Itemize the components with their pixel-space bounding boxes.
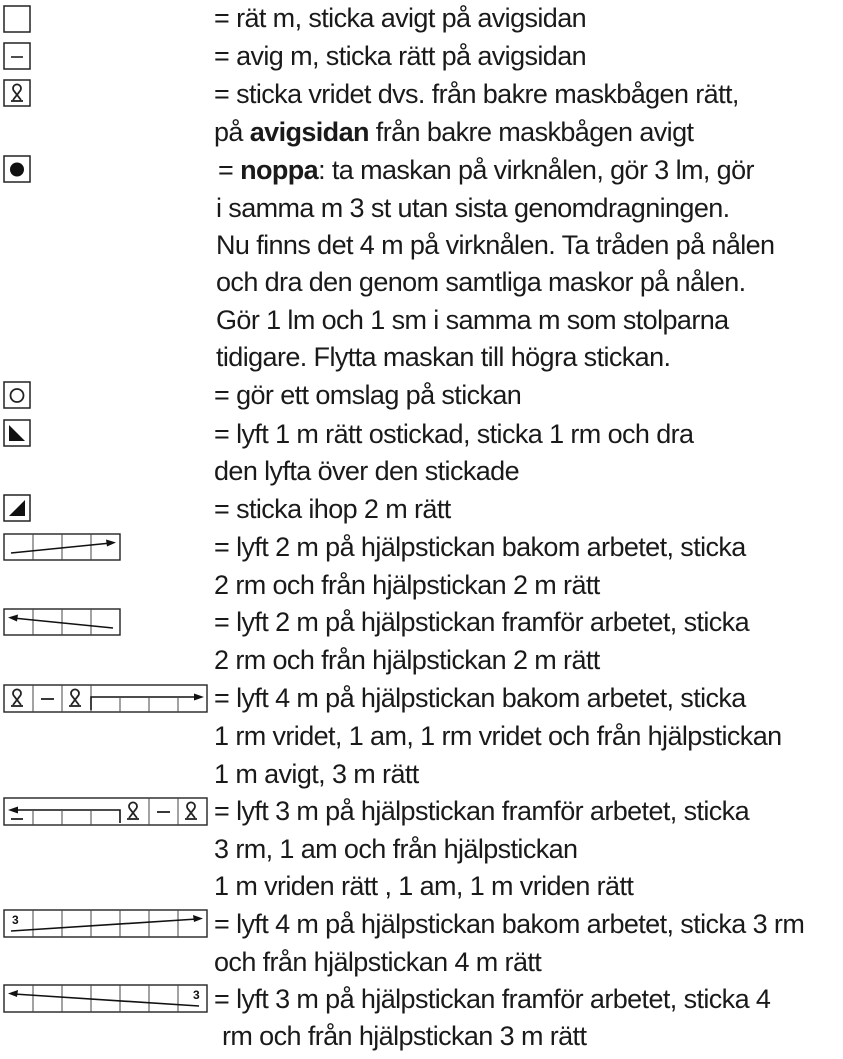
legend-text-c4f-2: 2 rm och från hjälpstickan 2 m rätt (214, 645, 600, 675)
bobble-dot-icon (3, 155, 31, 183)
legend-text-c7bt-3: 1 m avigt, 3 m rätt (214, 759, 419, 789)
cable-label: 3 (193, 988, 200, 1002)
legend-text-c7b3-1: = lyft 4 m på hjälpstickan bakom arbetet, sticka 3 rm (214, 909, 805, 939)
legend-text-ssk-1: = lyft 1 m rätt ostickad, sticka 1 rm och dra (214, 419, 694, 449)
legend-text-c4b-1: = lyft 2 m på hjälpstickan bakom arbetet, sticka (214, 532, 746, 562)
legend-text-bobble-6: tidigare. Flytta maskan till högra stickan. (216, 342, 671, 372)
cable-7-back-3-icon (3, 909, 208, 939)
purl-dash-icon (3, 42, 31, 70)
twisted-stitch-icon (3, 79, 31, 107)
legend-text-bobble-1: = noppa: ta maskan på virknålen, gör 3 lm, gör (218, 155, 754, 185)
k2tog-decrease-icon (3, 494, 31, 522)
legend-text-c7ft-2: 3 rm, 1 am och från hjälpstickan (214, 834, 578, 864)
legend-text-c7f3-1: = lyft 3 m på hjälpstickan framför arbetet, sticka 4 (214, 984, 771, 1014)
cable-7-front-3-icon (3, 984, 208, 1014)
legend-text-c7f3-2: rm och från hjälpstickan 3 m rätt (222, 1021, 587, 1051)
legend-text-ssk-2: den lyfta över den stickade (214, 456, 519, 486)
cable-4-back-icon (3, 533, 121, 561)
legend-text-c7ft-3: 1 m vriden rätt , 1 am, 1 m vriden rätt (214, 871, 634, 901)
legend-text-twisted-2: på avigsidan från bakre maskbågen avigt (214, 117, 694, 147)
cable-4-front-icon (3, 608, 121, 636)
legend-text-knit: = rät m, sticka avigt på avigsidan (214, 3, 587, 33)
legend-text-bobble-2: i samma m 3 st utan sista genomdragningen. (216, 193, 730, 223)
legend-text-twisted-1: = sticka vridet dvs. från bakre maskbågen rätt, (214, 79, 739, 109)
legend-text-k2tog: = sticka ihop 2 m rätt (214, 494, 451, 524)
cable-7-back-twisted-icon (3, 684, 208, 714)
cable-label: 3 (12, 913, 19, 927)
legend-text-c7ft-1: = lyft 3 m på hjälpstickan framför arbetet, sticka (214, 796, 749, 826)
legend-text-c7b3-2: och från hjälpstickan 4 m rätt (214, 947, 542, 977)
legend-text-c4f-1: = lyft 2 m på hjälpstickan framför arbetet, sticka (214, 607, 749, 637)
legend-text-c4b-2: 2 rm och från hjälpstickan 2 m rätt (214, 570, 600, 600)
legend-text-bobble-3: Nu finns det 4 m på virknålen. Ta tråden på nålen (216, 230, 775, 260)
legend-text-purl: = avig m, sticka rätt på avigsidan (214, 41, 587, 71)
legend-text-c7bt-2: 1 rm vridet, 1 am, 1 rm vridet och från hjälpstickan (214, 721, 782, 751)
yarn-over-circle-icon (3, 381, 31, 409)
legend-text-bobble-4: och dra den genom samtliga maskor på nålen. (216, 267, 746, 297)
legend-text-c7bt-1: = lyft 4 m på hjälpstickan bakom arbetet, sticka (214, 683, 746, 713)
legend-text-bobble-5: Gör 1 lm och 1 sm i samma m som stolparna (216, 305, 729, 335)
knit-square-icon (3, 5, 31, 33)
cable-7-front-twisted-icon (3, 797, 208, 827)
legend-text-yarn-over: = gör ett omslag på stickan (214, 380, 522, 410)
ssk-decrease-icon (3, 419, 31, 447)
